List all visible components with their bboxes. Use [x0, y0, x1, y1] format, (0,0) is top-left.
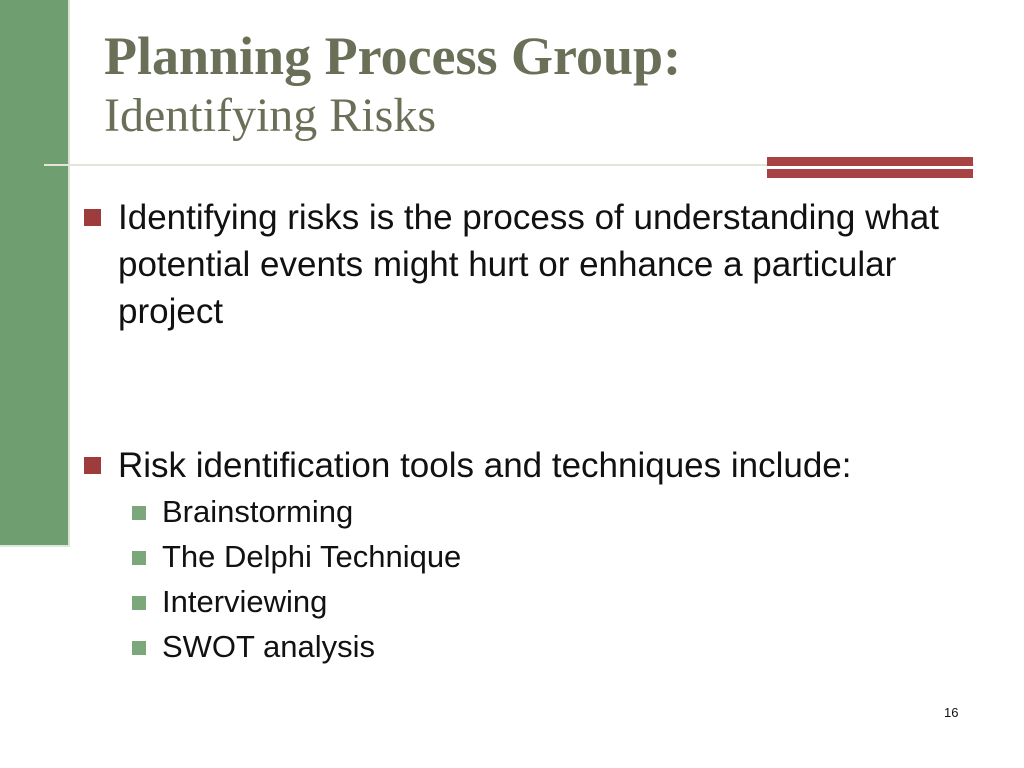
square-bullet-icon — [84, 209, 101, 226]
sub-bullet-item — [162, 579, 980, 624]
square-bullet-icon — [132, 506, 146, 520]
page-number: 16 — [944, 705, 959, 720]
title-line-2: Identifying Risks — [104, 89, 436, 142]
square-bullet-icon — [132, 551, 146, 565]
side-accent-bar — [0, 0, 68, 545]
accent-bar-bottom — [767, 169, 973, 178]
title-line-1: Planning Process Group: — [104, 26, 682, 86]
sub-bullet-text: Brainstorming — [162, 494, 354, 529]
bullet-item — [80, 442, 980, 489]
side-accent-bar-bottom-shadow — [0, 545, 70, 547]
sub-bullet-item — [162, 489, 980, 534]
bullet-text: Identifying risks is the process of understanding what potential events might hurt or enhance a particular project — [118, 198, 939, 331]
accent-bar-top — [767, 157, 973, 166]
square-bullet-icon — [84, 457, 101, 474]
square-bullet-icon — [132, 596, 146, 610]
sub-bullet-item — [162, 534, 980, 579]
square-bullet-icon — [132, 641, 146, 655]
sub-bullet-text: Interviewing — [162, 584, 328, 619]
slide-title — [104, 24, 984, 144]
side-accent-bar-shadow — [68, 0, 70, 545]
slide-body — [80, 194, 980, 669]
title-accent-bars — [767, 157, 973, 179]
bullet-text: Risk identification tools and techniques include: — [118, 446, 852, 485]
sub-bullet-text: SWOT analysis — [162, 629, 376, 664]
sub-bullet-text: The Delphi Technique — [162, 539, 462, 574]
sub-bullet-item — [162, 624, 980, 669]
sub-bullet-list — [80, 489, 980, 669]
bullet-item — [80, 194, 980, 335]
